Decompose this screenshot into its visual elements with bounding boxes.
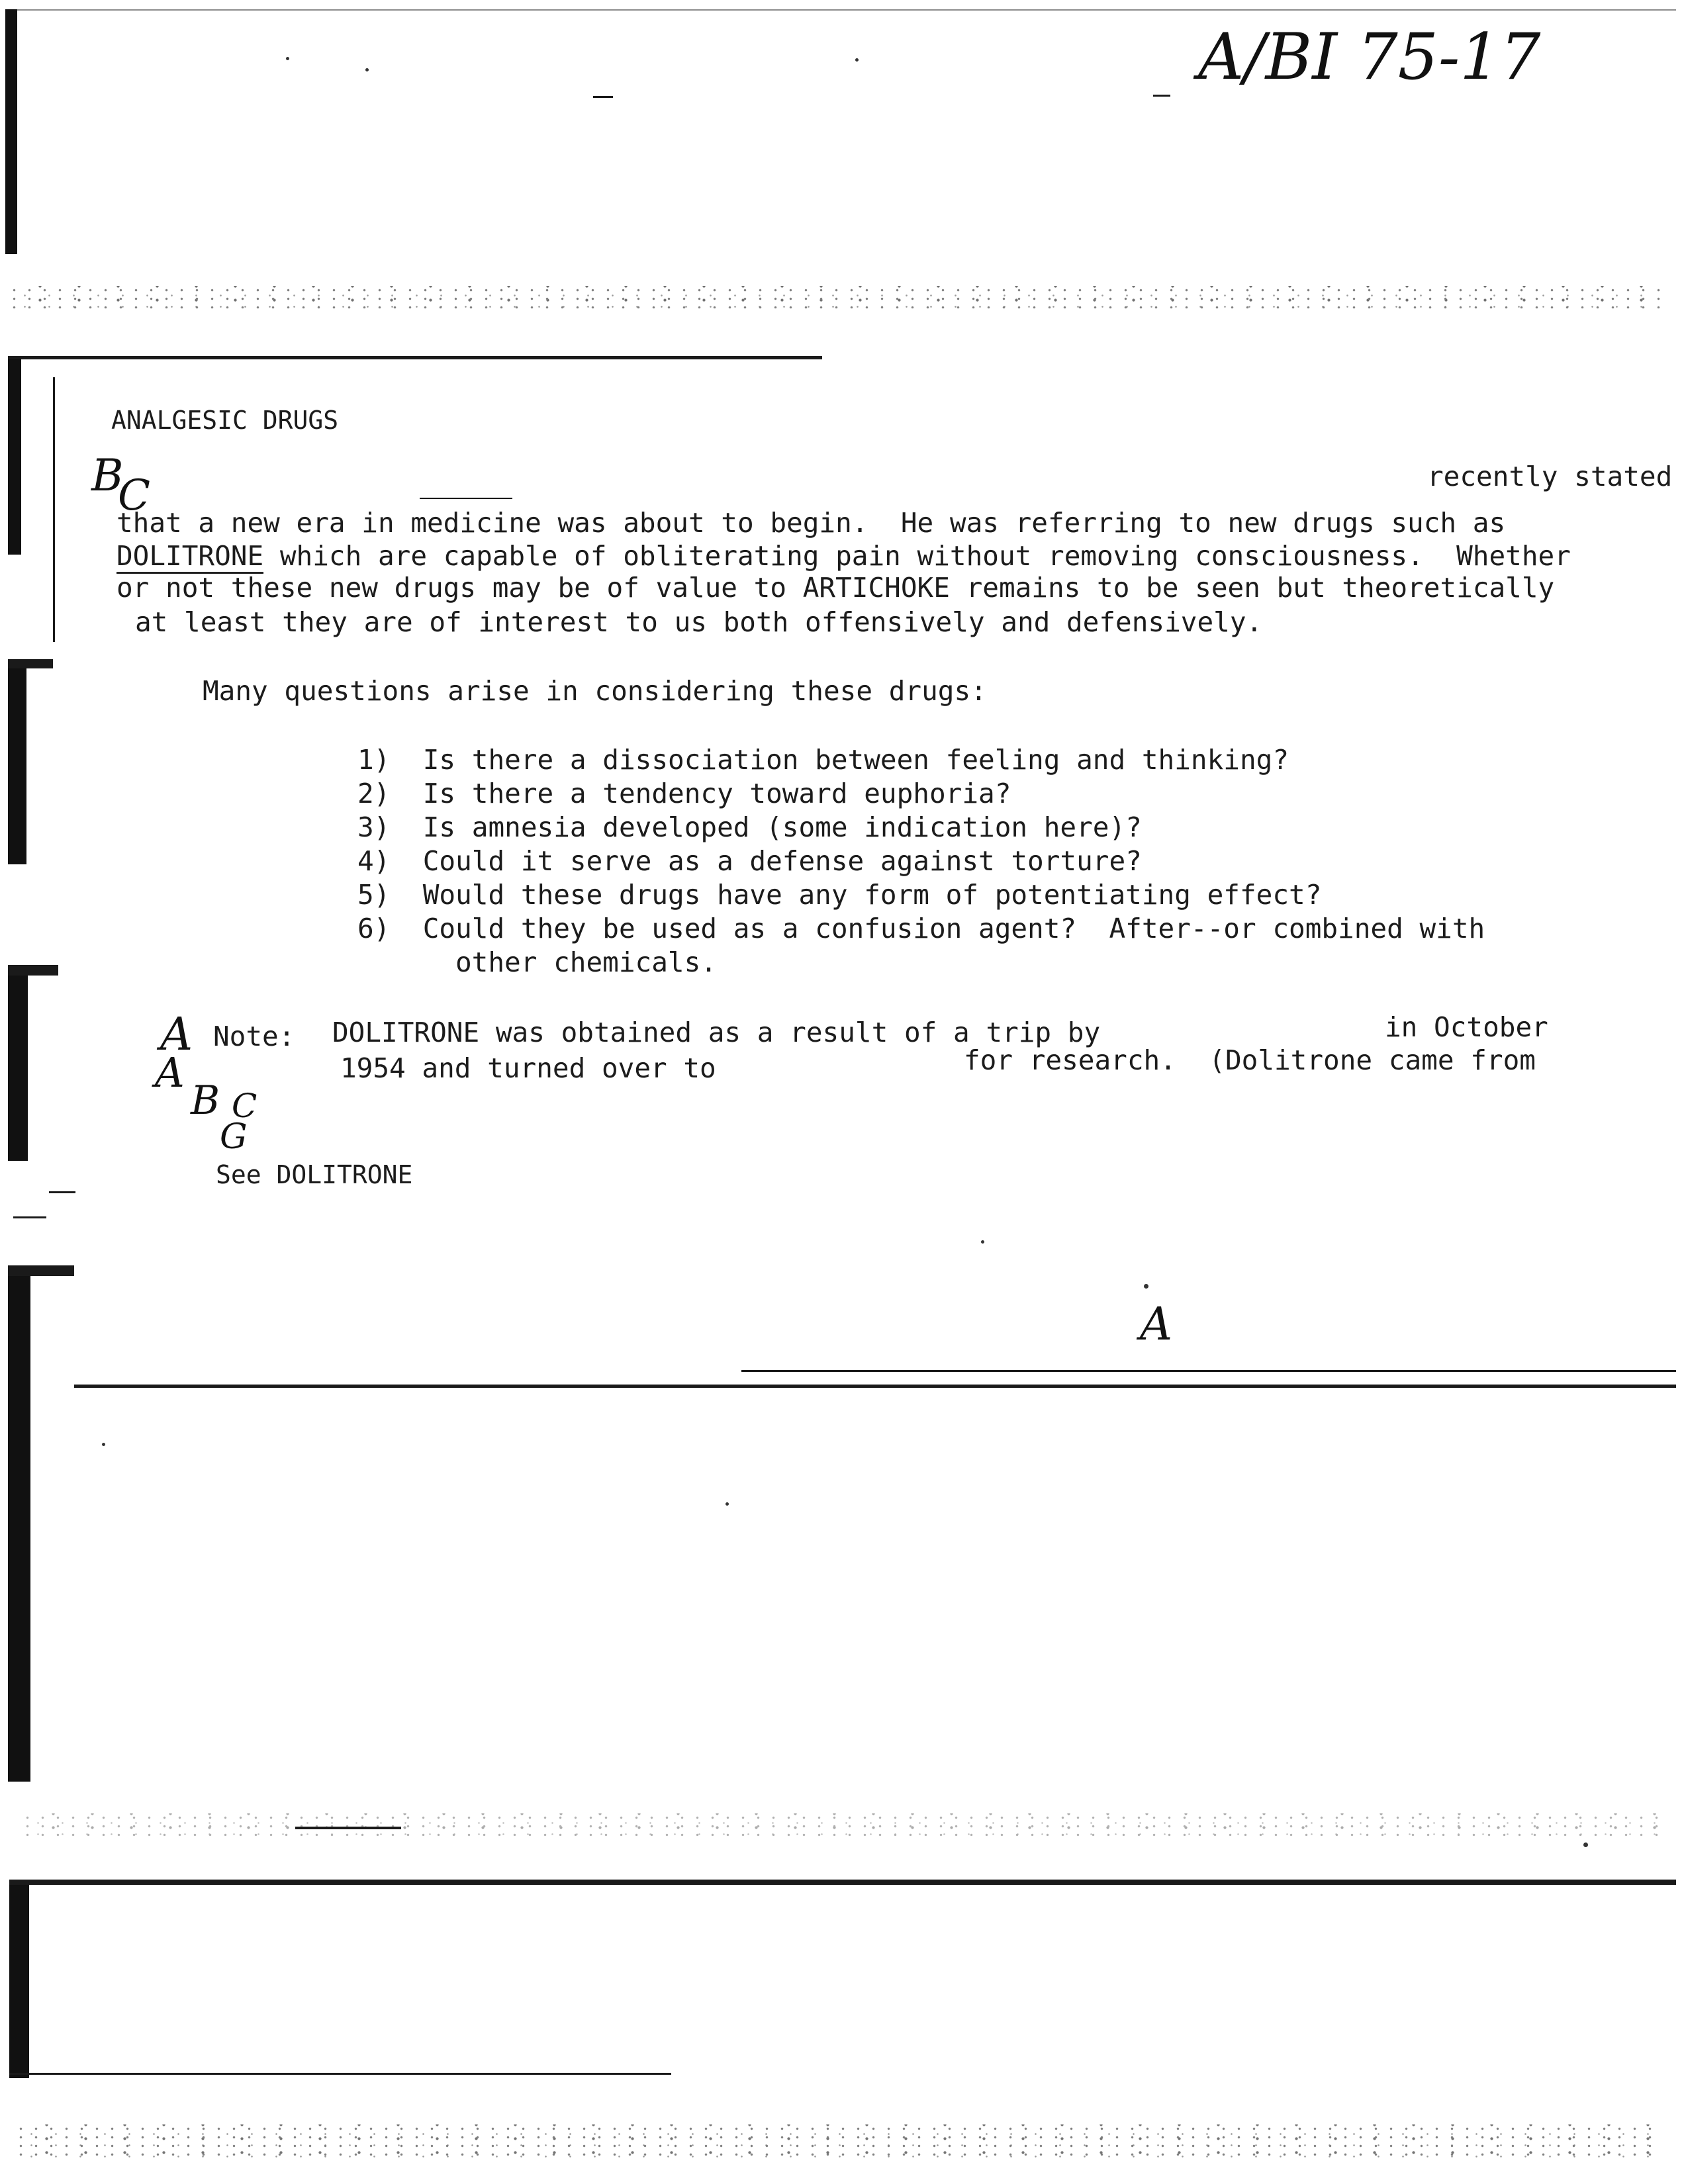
- bottom-card-top-rule: [9, 1880, 1676, 1885]
- scan-dash: [49, 1191, 75, 1193]
- margin-mark-b: B: [191, 1077, 220, 1124]
- intro-line-3: [117, 540, 1571, 572]
- speck: [365, 68, 369, 71]
- question-text: Is there a dissociation between feeling and thinking?: [422, 744, 1289, 776]
- scan-dash: [295, 1827, 401, 1829]
- question-text: Could it serve as a defense against torture?: [422, 845, 1142, 877]
- drug-name-dolitrone: DOLITRONE: [117, 540, 263, 574]
- margin-mark-a: A: [155, 1048, 185, 1097]
- main-card-corner-2: [8, 659, 53, 668]
- speck: [725, 1502, 729, 1506]
- intro-line-1: recently stated: [1427, 461, 1673, 492]
- list-item: [357, 879, 1485, 915]
- questions-intro: Many questions arise in considering these drugs:: [203, 675, 987, 707]
- question-text: other chemicals.: [455, 946, 717, 978]
- question-text: Could they be used as a confusion agent? After--or combined with: [422, 913, 1485, 944]
- bottom-card-bottom-rule: [9, 2073, 671, 2075]
- margin-mark-g: G: [220, 1117, 248, 1157]
- list-item: [357, 915, 1485, 949]
- speck: [102, 1443, 105, 1446]
- question-number: 4): [357, 845, 391, 877]
- handwritten-file-number: A/BI 75-17: [1198, 20, 1541, 94]
- scan-noise-band: [13, 2124, 1661, 2158]
- intro-line-5: at least they are of interest to us both offensively and defensively.: [135, 606, 1263, 638]
- margin-mark-c: C: [232, 1087, 257, 1125]
- see-also-reference: See DOLITRONE: [216, 1160, 413, 1189]
- intro-line-3-text: which are capable of obliterating pain without removing consciousness. Whether: [263, 540, 1571, 572]
- speck: [981, 1240, 984, 1244]
- scan-dash: [13, 1216, 46, 1218]
- speck: [855, 58, 859, 62]
- question-number: 6): [357, 913, 391, 944]
- top-card-top-rule: [15, 9, 1676, 11]
- scan-noise-band: [20, 1813, 1661, 1836]
- speck: [1144, 1284, 1148, 1289]
- main-card-left-bar-2: [8, 659, 26, 864]
- question-number: 1): [357, 744, 391, 776]
- speck: [1583, 1843, 1588, 1847]
- margin-mark-a: A: [160, 1009, 193, 1061]
- question-number: 3): [357, 811, 391, 843]
- list-item: [357, 811, 1485, 848]
- main-card-top-rule: [8, 356, 822, 359]
- margin-mark-b: B: [91, 450, 124, 501]
- scan-dash: [1153, 95, 1170, 97]
- top-card-left-edge: [5, 9, 17, 254]
- intro-line-4: or not these new drugs may be of value to ARTICHOKE remains to be seen but theoretically: [117, 572, 1555, 604]
- speck: [286, 57, 289, 60]
- question-text: Is amnesia developed (some indication here)?: [422, 811, 1142, 843]
- question-text: Would these drugs have any form of potentiating effect?: [422, 879, 1322, 911]
- list-item: [357, 780, 1485, 814]
- scan-noise-band: [7, 286, 1661, 308]
- question-text: Is there a tendency toward euphoria?: [422, 778, 1011, 809]
- main-card-left-bar-4: [8, 1265, 30, 1782]
- question-number: 2): [357, 778, 391, 809]
- main-card-left-bar-3: [8, 965, 28, 1161]
- main-card-bottom-rule: [74, 1385, 1676, 1388]
- list-item: [357, 744, 1485, 780]
- list-item-continuation: [357, 946, 1485, 983]
- main-card-bottom-rule-2: [741, 1370, 1676, 1372]
- list-item: [357, 845, 1485, 882]
- page-title: ANALGESIC DRUGS: [111, 406, 339, 435]
- main-card-left-edge: [8, 356, 21, 555]
- scan-dash: [593, 96, 613, 98]
- note-line-1a: DOLITRONE was obtained as a result of a trip by: [332, 1017, 1101, 1048]
- margin-mark-a: A: [1140, 1298, 1173, 1351]
- question-list: [357, 744, 1485, 983]
- note-line-2b: for research. (Dolitrone came from: [964, 1044, 1536, 1076]
- overline-mark: [420, 498, 512, 499]
- note-line-2a: 1954 and turned over to: [340, 1052, 716, 1084]
- main-card-corner-3: [8, 965, 58, 976]
- note-line-1b: in October: [1385, 1011, 1548, 1043]
- main-card-corner-4: [8, 1265, 74, 1276]
- question-number: 5): [357, 879, 391, 911]
- note-label: Note:: [213, 1021, 295, 1052]
- main-card-inner-rule: [53, 377, 55, 642]
- bottom-card-left-edge: [9, 1880, 29, 2078]
- margin-mark-c: C: [118, 471, 150, 520]
- intro-line-2: that a new era in medicine was about to begin. He was referring to new drugs such as: [117, 507, 1506, 539]
